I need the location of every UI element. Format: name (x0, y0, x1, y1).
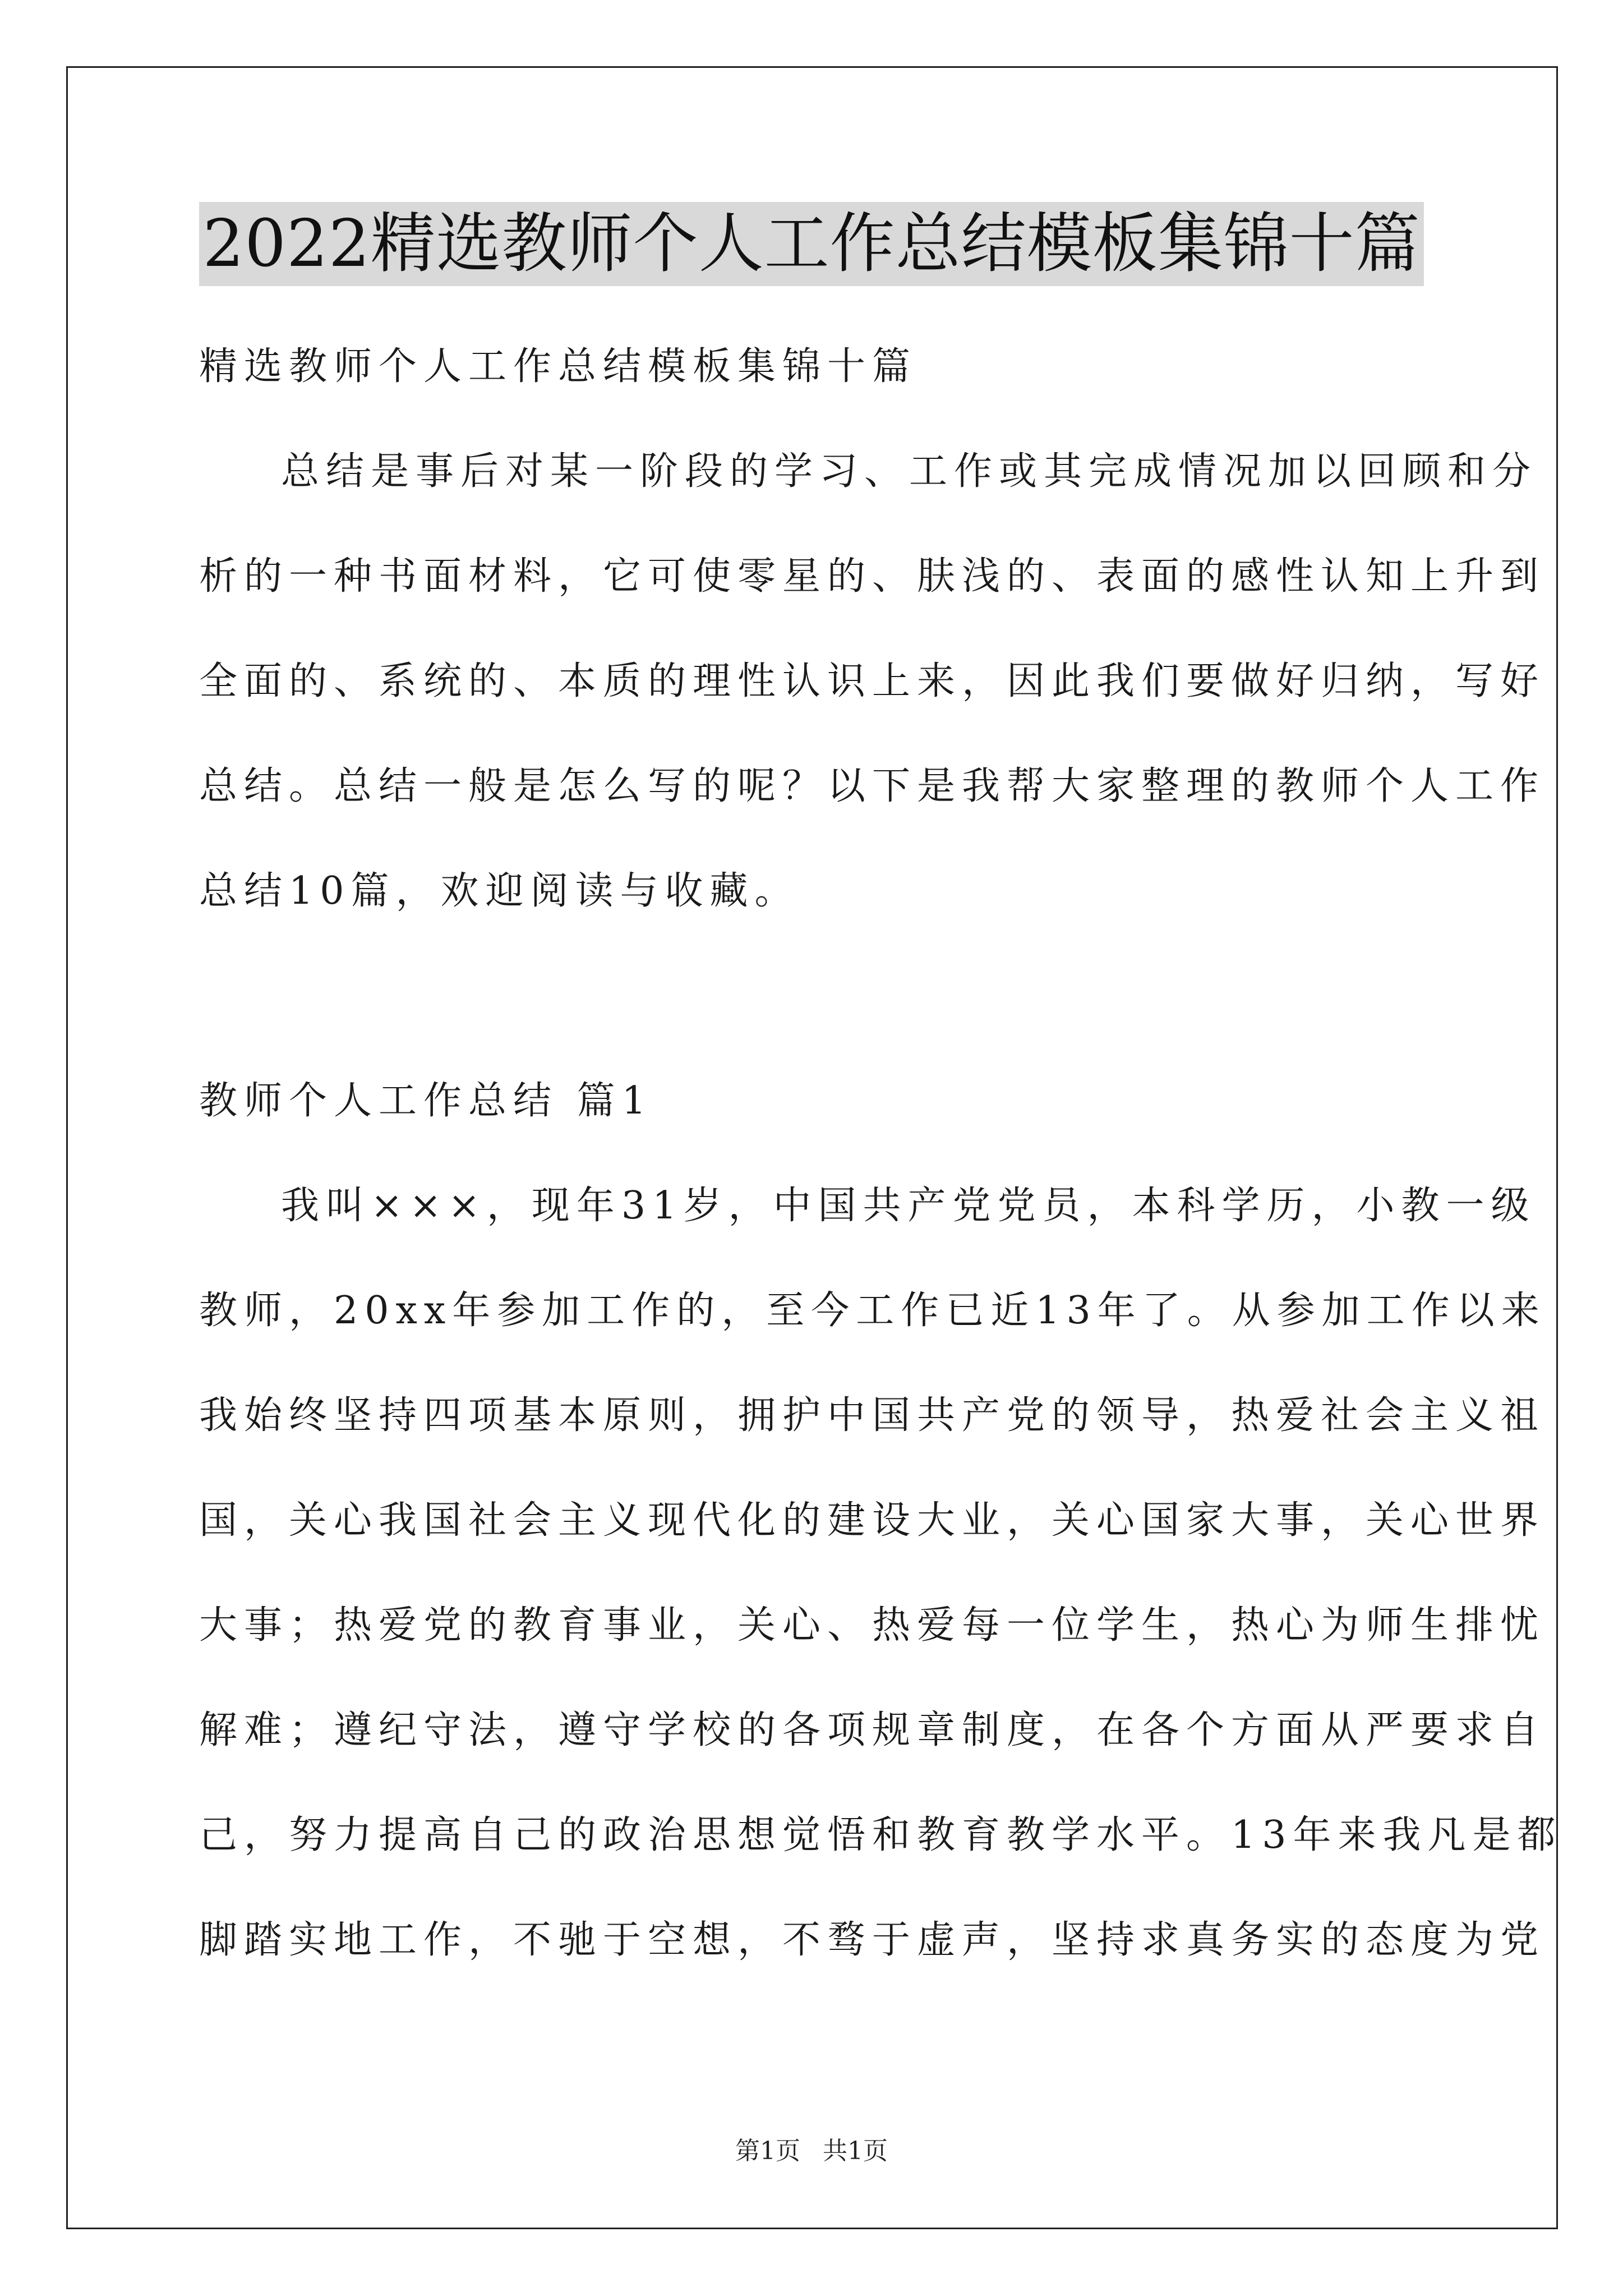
document-body (199, 314, 1562, 1993)
section-heading: 教师个人工作总结 篇1 (199, 1079, 653, 1123)
document-subtitle: 精选教师个人工作总结模板集锦十篇 (199, 344, 917, 389)
title-container (0, 202, 1623, 286)
document-title: 2022精选教师个人工作总结模板集锦十篇 (199, 202, 1423, 286)
section-line: 我始终坚持四项基本原则，拥护中国共产党的领导，热爱社会主义祖 (199, 1393, 1546, 1438)
page-total: 共1页 (823, 2137, 888, 2165)
page-number: 第1页 (735, 2137, 800, 2165)
section-line: 我叫×××，现年31岁，中国共产党党员，本科学历，小教一级 (281, 1184, 1536, 1228)
section-line: 国，关心我国社会主义现代化的建设大业，关心国家大事，关心世界 (199, 1498, 1546, 1543)
section-line: 教师，20xx年参加工作的，至今工作已近13年了。从参加工作以来 (199, 1289, 1546, 1333)
intro-line: 总结。总结一般是怎么写的呢？以下是我帮大家整理的教师个人工作 (199, 764, 1546, 808)
section-line: 大事；热爱党的教育事业，关心、热爱每一位学生，热心为师生排忧 (199, 1603, 1546, 1648)
page-footer (0, 2134, 1623, 2168)
intro-line: 全面的、系统的、本质的理性认识上来，因此我们要做好归纳，写好 (199, 659, 1546, 703)
section-line: 己，努力提高自己的政治思想觉悟和教育教学水平。13年来我凡是都 (199, 1813, 1562, 1857)
intro-line: 总结是事后对某一阶段的学习、工作或其完成情况加以回顾和分 (281, 449, 1538, 494)
intro-line: 总结10篇，欢迎阅读与收藏。 (199, 869, 800, 913)
intro-line: 析的一种书面材料，它可使零星的、肤浅的、表面的感性认知上升到 (199, 554, 1546, 599)
paragraph-gap (199, 944, 1433, 1048)
section-line: 解难；遵纪守法，遵守学校的各项规章制度，在各个方面从严要求自 (199, 1708, 1546, 1752)
section-line: 脚踏实地工作，不驰于空想，不骛于虚声，坚持求真务实的态度为党 (199, 1918, 1546, 1962)
